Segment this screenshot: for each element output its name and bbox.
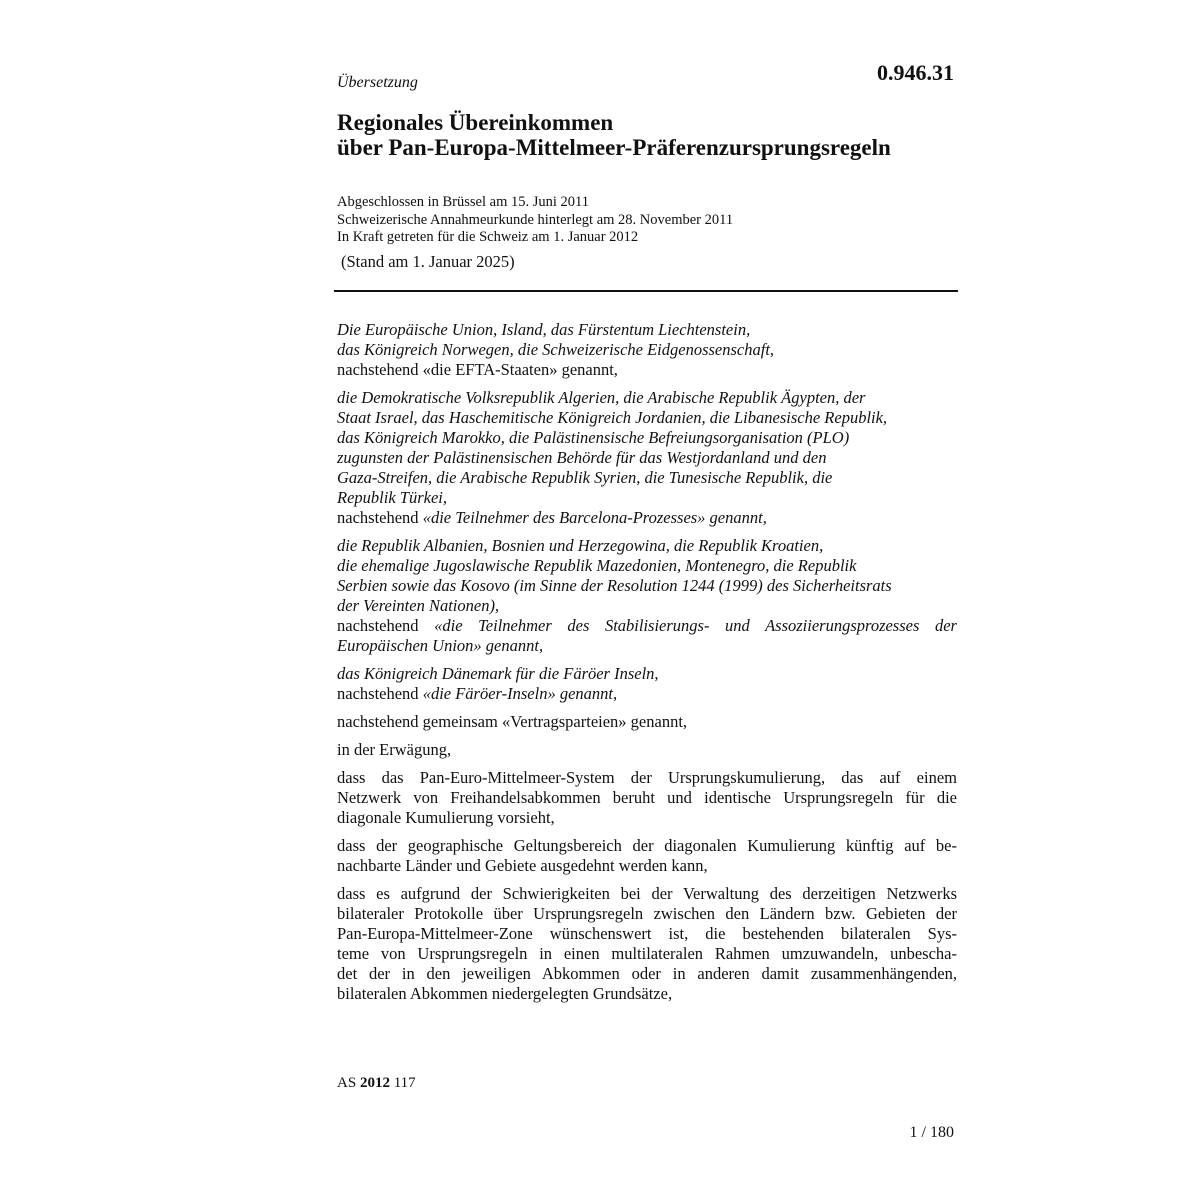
title-line-2: über Pan-Europa-Mittelmeer-Präferenzursprungsregeln <box>337 135 891 160</box>
text-span: «die Färöer-Inseln» genannt <box>422 684 613 703</box>
as-year: 2012 <box>359 1075 390 1091</box>
paragraph-multilateral <box>337 884 957 1004</box>
text-span: nachstehend <box>337 508 423 527</box>
text-line: bilateralen Abkommen niedergelegten Grundsätze, <box>337 984 673 1003</box>
text-line: dass das Pan-Euro-Mittelmeer-System der Ursprungskumulierung, das auf einem <box>337 768 957 787</box>
text-span: , <box>613 684 618 703</box>
translation-label: Übersetzung <box>337 74 418 91</box>
text-line: nachbarte Länder und Gebiete ausgedehnt werden kann, <box>337 856 708 875</box>
text-span: «die Teilnehmer des Barcelona-Prozesses» genannt <box>422 508 763 527</box>
official-collection-reference <box>337 1075 416 1092</box>
paragraph-cumulation-system <box>337 768 957 828</box>
text-line: die Republik Albanien, Bosnien und Herzegowina, die Republik Kroatien, <box>337 536 824 555</box>
text-line: dass es aufgrund der Schwierigkeiten bei der Verwaltung des derzeitigen Netzwerks <box>337 884 957 903</box>
text-line: diagonale Kumulierung vorsieht, <box>337 808 555 827</box>
text-line: Netzwerk von Freihandelsabkommen beruht und identische Ursprungsregeln für die <box>337 788 957 807</box>
text-span: nachstehend <box>337 616 435 635</box>
text-line: teme von Ursprungsregeln in einen multilateralen Rahmen umzuwandeln, unbescha- <box>337 944 957 963</box>
text-line: die ehemalige Jugoslawische Republik Mazedonien, Montenegro, die Republik <box>337 556 857 575</box>
document-title <box>337 110 891 160</box>
sr-number: 0.946.31 <box>877 60 954 85</box>
status-date: (Stand am 1. Januar 2025) <box>341 252 515 271</box>
text-line: zugunsten der Palästinensischen Behörde für das Westjordanland und den <box>337 448 827 467</box>
text-line: das Königreich Dänemark für die Färöer Inseln, <box>337 664 659 683</box>
text-line <box>337 684 957 704</box>
text-line: nachstehend «die EFTA-Staaten» genannt, <box>337 360 618 379</box>
page-number: 1 / 180 <box>909 1124 954 1141</box>
in-force-date: In Kraft getreten für die Schweiz am 1. Januar 2012 <box>337 229 639 245</box>
text-line: die Demokratische Volksrepublik Algerien, die Arabische Republik Ägypten, der <box>337 388 866 407</box>
header-divider <box>334 290 958 292</box>
paragraph-faroe <box>337 664 957 704</box>
text-span: , <box>762 508 767 527</box>
text-line: nachstehend gemeinsam «Vertragsparteien» genannt, <box>337 712 688 731</box>
text-line: Pan-Europa-Mittelmeer-Zone wünschenswert ist, die bestehenden bilateralen Sys- <box>337 924 957 943</box>
text-span: «die Teilnehmer des Stabilisierungs- und Assoziierungsprozesses der <box>434 616 957 635</box>
text-line: bilateraler Protokolle über Ursprungsregeln zwischen den Ländern bzw. Gebieten der <box>337 904 957 923</box>
title-line-1: Regionales Übereinkommen <box>337 110 614 135</box>
paragraph-parties <box>337 712 957 732</box>
concluded-date: Abgeschlossen in Brüssel am 15. Juni 2011 <box>337 194 589 210</box>
text-line <box>337 616 957 636</box>
text-line: das Königreich Marokko, die Palästinensische Befreiungsorganisation (PLO) <box>337 428 850 447</box>
text-line: Republik Türkei, <box>337 488 447 507</box>
text-line: Die Europäische Union, Island, das Fürstentum Liechtenstein, <box>337 320 751 339</box>
text-line: Serbien sowie das Kosovo (im Sinne der Resolution 1244 (1999) des Sicherheitsrats <box>337 576 892 595</box>
text-line: das Königreich Norwegen, die Schweizerische Eidgenossenschaft, <box>337 340 775 359</box>
text-line: Europäischen Union» genannt, <box>337 636 544 655</box>
document-metadata <box>337 194 733 247</box>
as-page: 117 <box>389 1075 416 1091</box>
text-line: det der in den jeweiligen Abkommen oder in anderen damit zusammenhängenden, <box>337 964 957 983</box>
paragraph-considering <box>337 740 957 760</box>
text-line: dass der geographische Geltungsbereich der diagonalen Kumulierung künftig auf be- <box>337 836 957 855</box>
text-line <box>337 508 957 528</box>
paragraph-efta <box>337 320 957 380</box>
deposit-date: Schweizerische Annahmeurkunde hinterlegt am 28. November 2011 <box>337 211 734 228</box>
paragraph-stabilisation <box>337 536 957 656</box>
text-line: in der Erwägung, <box>337 740 452 759</box>
text-line: der Vereinten Nationen), <box>337 596 500 615</box>
text-span: nachstehend <box>337 684 423 703</box>
preamble <box>337 320 957 1012</box>
text-line: Staat Israel, das Haschemitische Königreich Jordanien, die Libanesische Republik, <box>337 408 888 427</box>
as-prefix: AS <box>337 1075 360 1091</box>
text-line: Gaza-Streifen, die Arabische Republik Syrien, die Tunesische Republik, die <box>337 468 833 487</box>
paragraph-barcelona <box>337 388 957 528</box>
paragraph-geographic-scope <box>337 836 957 876</box>
